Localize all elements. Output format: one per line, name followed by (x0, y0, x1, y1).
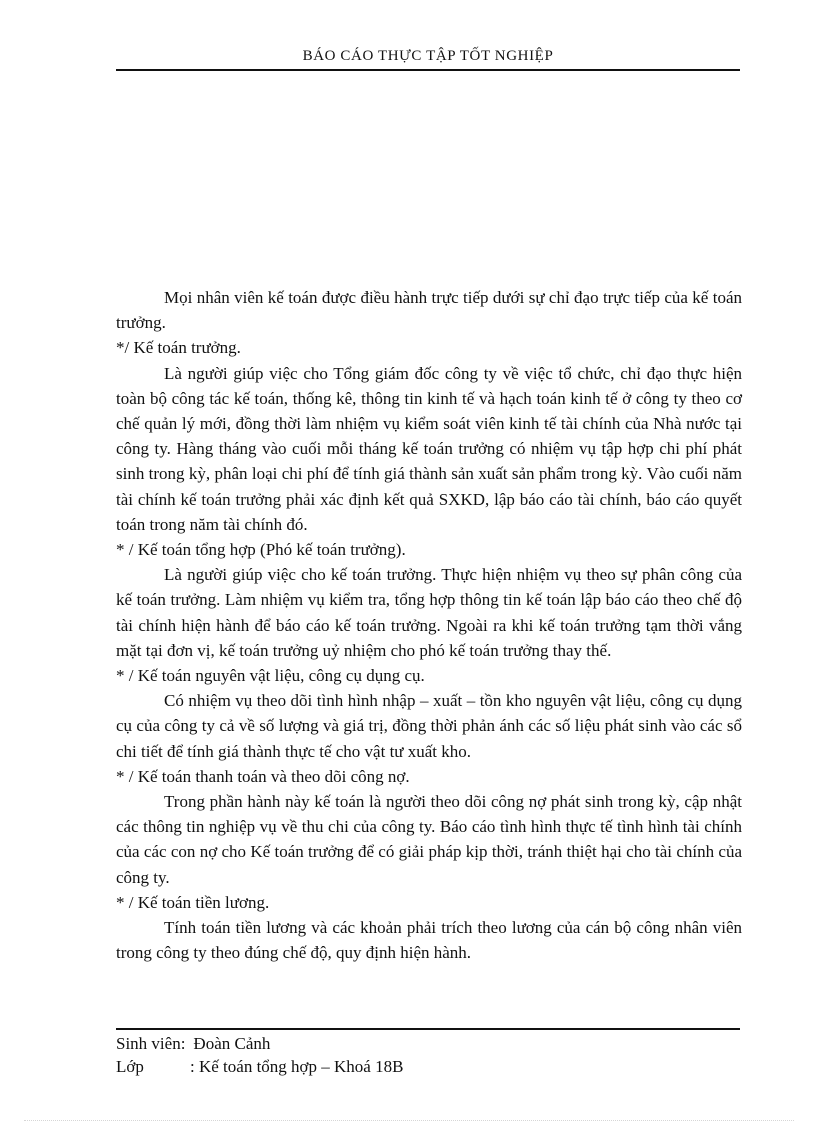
section-heading-materials-accountant: * / Kế toán nguyên vật liệu, công cụ dụng cụ. (116, 666, 425, 686)
section-heading-salary-accountant: * / Kế toán tiền lương. (116, 892, 270, 912)
paragraph-payment-accountant: Trong phần hành này kế toán là người theo dõi công nợ phát sinh trong kỳ, cập nhật các thông tin nghiệp vụ về thu chi của công ty. Báo cáo tình hình thực tế tình hình tài chính của các con nợ cho Kế toán trưởng để có giải pháp kịp thời, tránh thiệt hại cho tài chính của công ty. (116, 792, 742, 887)
footer-class-row (116, 1055, 403, 1078)
footer-class-value: : Kế toán tổng hợp – Khoá 18B (190, 1057, 404, 1076)
paragraph-materials-accountant: Có nhiệm vụ theo dõi tình hình nhập – xuất – tồn kho nguyên vật liệu, công cụ dụng cụ của công ty cả về số lượng và giá trị, đồng thời phản ánh các số liệu phát sinh vào các sổ chi tiết để tính giá thành thực tế cho vật tư xuất kho. (116, 691, 742, 761)
page-footer (116, 1032, 403, 1078)
section-heading-payment-accountant: * / Kế toán thanh toán và theo dõi công nợ. (116, 766, 410, 786)
section-heading-general-accountant: * / Kế toán tổng hợp (Phó kế toán trưởng). (116, 540, 406, 560)
header-divider (116, 69, 740, 71)
paragraph-chief-accountant: Là người giúp việc cho Tổng giám đốc công ty về việc tổ chức, chỉ đạo thực hiện toàn bộ công tác kế toán, thống kê, thông tin kinh tế và hạch toán kinh tế ở công ty theo cơ chế quản lý mới, đồng thời làm nhiệm vụ kiểm soát viên kinh tế tài chính của Nhà nước tại công ty. Hàng tháng vào cuối mỗi tháng kế toán trưởng có nhiệm vụ tập hợp chi phí phát sinh trong kỳ, phân loại chi phí để tính giá thành sản xuất sản phẩm trong kỳ. Vào cuối năm tài chính kế toán trưởng phải xác định kết quả SXKD, lập báo cáo tài chính, báo cáo quyết toán trong năm tài chính đó. (116, 363, 742, 534)
footer-divider (116, 1028, 740, 1030)
section-heading-chief-accountant: */ Kế toán trưởng. (116, 338, 241, 358)
footer-student-name: Đoàn Cảnh (193, 1034, 271, 1053)
paragraph-general-accountant: Là người giúp việc cho kế toán trưởng. Thực hiện nhiệm vụ theo sự phân công của kế toán trưởng. Làm nhiệm vụ kiểm tra, tổng hợp thông tin kế toán lập báo cáo theo chế độ tài chính hiện hành để báo cáo kế toán trưởng. Ngoài ra khi kế toán trưởng tạm thời vắng mặt tại đơn vị, kế toán trưởng uỷ nhiệm cho phó kế toán trưởng thay thế. (116, 565, 742, 660)
page-header-title: BÁO CÁO THỰC TẬP TỐT NGHIỆP (302, 48, 554, 64)
paragraph-salary-accountant: Tính toán tiền lương và các khoản phải trích theo lương của cán bộ công nhân viên trong công ty theo đúng chế độ, quy định hiện hành. (116, 918, 742, 963)
footer-class-label: Lớp (116, 1057, 144, 1076)
footer-student-row (116, 1032, 403, 1055)
document-body (116, 285, 742, 965)
footer-student-label: Sinh viên: (116, 1034, 186, 1053)
page-bottom-edge (24, 1120, 794, 1121)
paragraph-intro: Mọi nhân viên kế toán được điều hành trực tiếp dưới sự chỉ đạo trực tiếp của kế toán trưởng. (116, 288, 742, 333)
